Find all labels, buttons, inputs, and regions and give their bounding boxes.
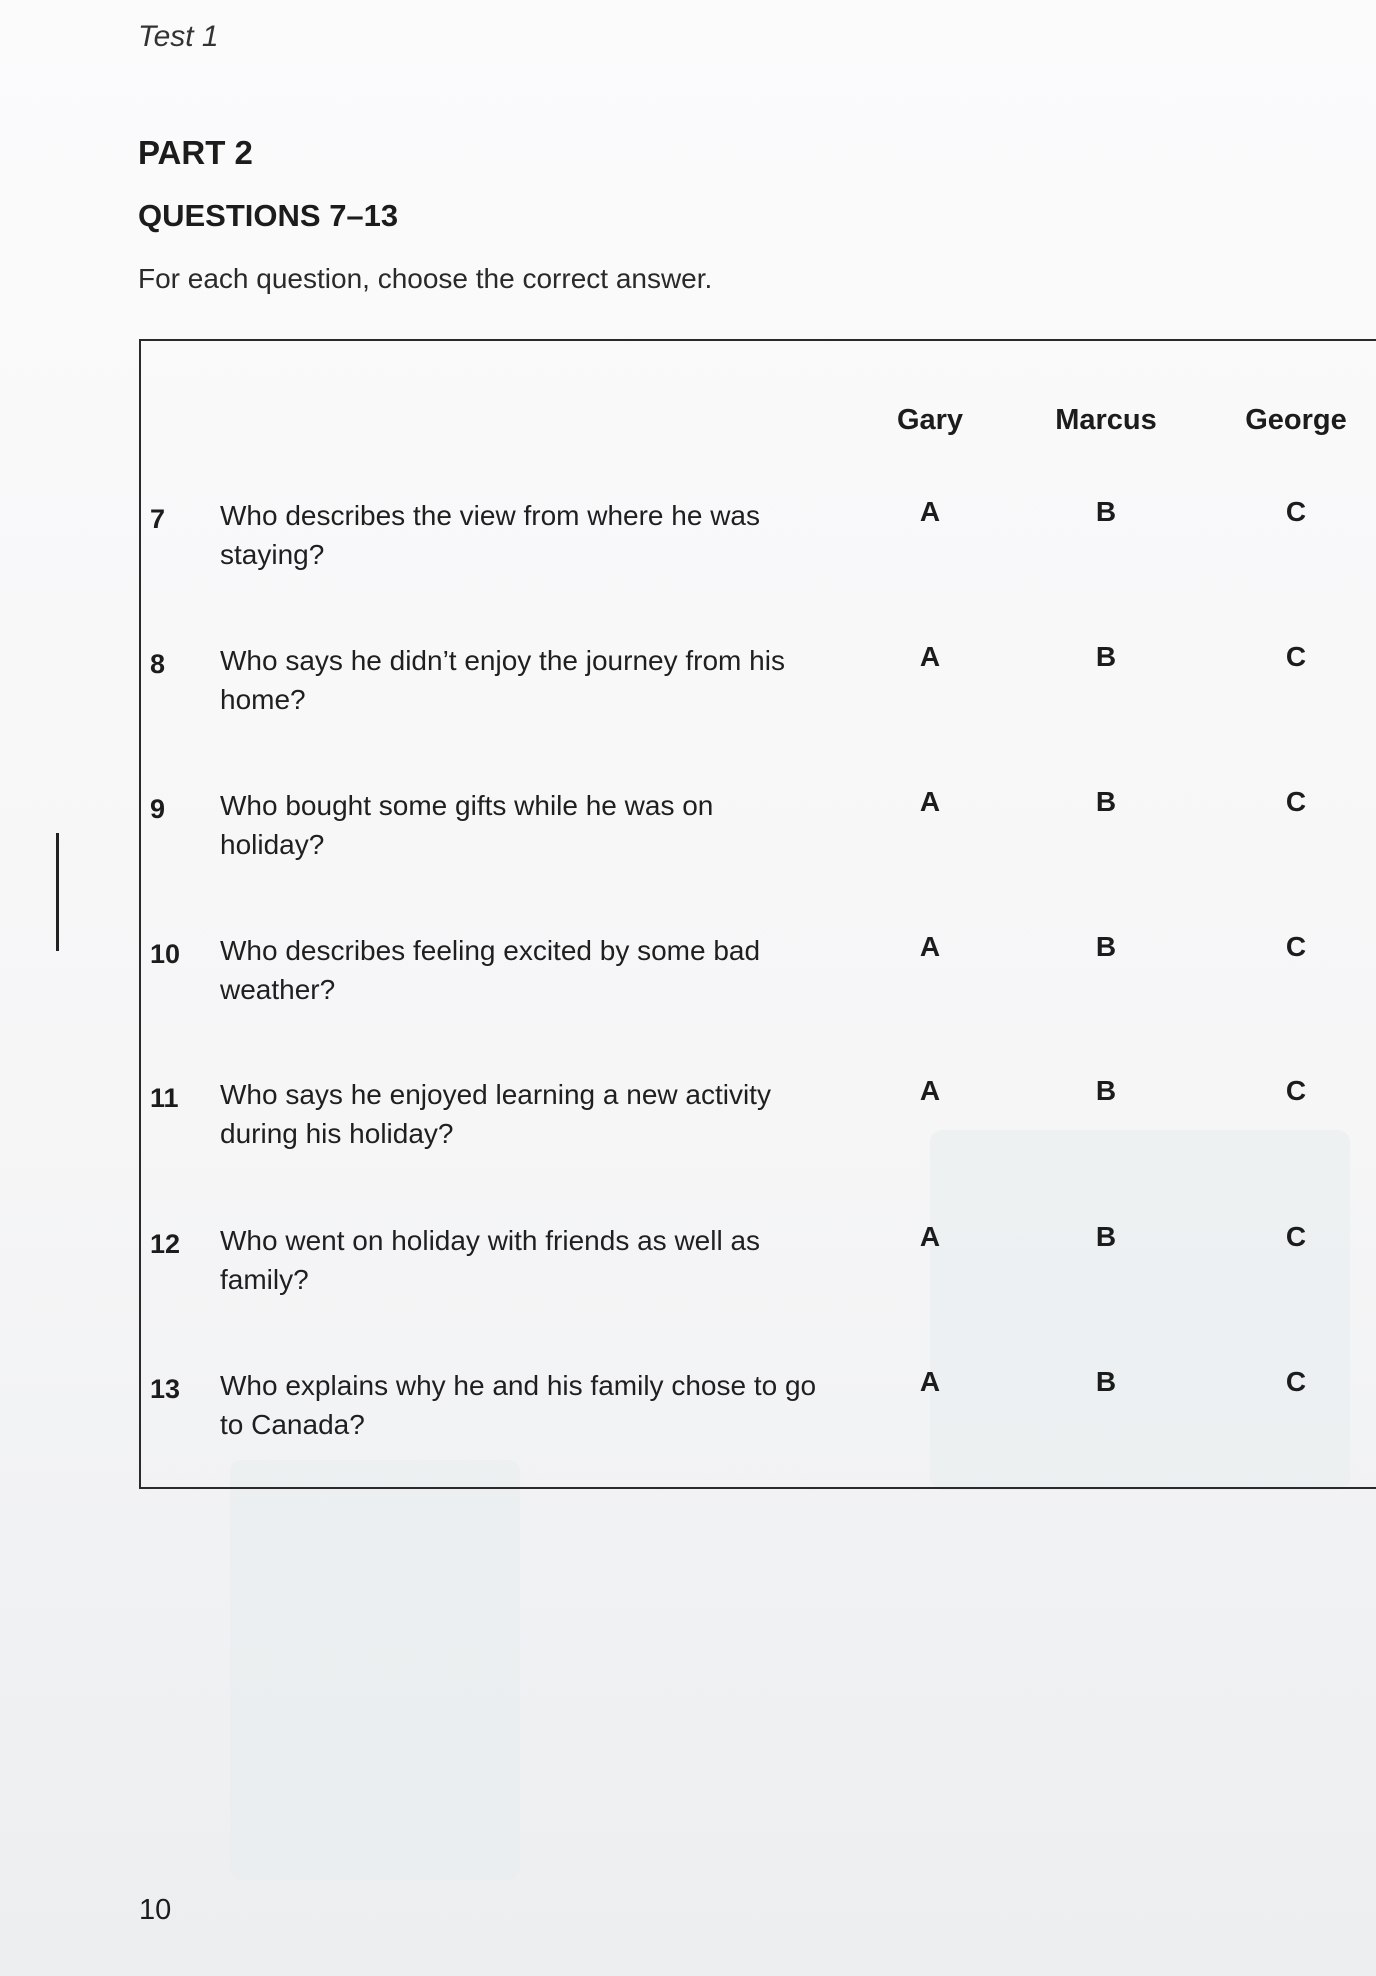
question-row-9 <box>0 786 1376 886</box>
question-row-12 <box>0 1221 1376 1321</box>
question-text: Who says he didn’t enjoy the journey from his home? <box>220 645 785 715</box>
question-text: Who describes the view from where he was staying? <box>220 500 760 570</box>
option-a[interactable]: A <box>919 931 941 962</box>
question-row-11 <box>0 1075 1376 1175</box>
question-row-10 <box>0 931 1376 1031</box>
question-number: 7 <box>150 504 166 534</box>
option-b[interactable]: B <box>1095 496 1117 527</box>
question-number: 11 <box>150 1083 179 1113</box>
option-c[interactable]: C <box>1285 1221 1307 1252</box>
option-c[interactable]: C <box>1285 641 1307 672</box>
option-c[interactable]: C <box>1285 931 1307 962</box>
page-number: 10 <box>139 1894 172 1926</box>
option-c[interactable]: C <box>1285 496 1307 527</box>
question-number: 12 <box>150 1229 181 1259</box>
question-number: 8 <box>150 649 166 679</box>
option-a[interactable]: A <box>919 1221 941 1252</box>
questions-range: QUESTIONS 7–13 <box>138 198 399 233</box>
question-row-8 <box>0 641 1376 741</box>
question-text: Who bought some gifts while he was on holiday? <box>220 790 714 860</box>
question-row-7 <box>0 496 1376 596</box>
instructions: For each question, choose the correct answer. <box>138 263 713 294</box>
show-through-shading <box>230 1460 520 1880</box>
option-b[interactable]: B <box>1095 786 1117 817</box>
question-number: 10 <box>150 939 181 969</box>
column-header-george: George <box>1245 404 1347 436</box>
question-text: Who says he enjoyed learning a new activity during his holiday? <box>220 1079 771 1149</box>
option-a[interactable]: A <box>919 1366 941 1397</box>
question-number: 13 <box>150 1374 181 1404</box>
option-c[interactable]: C <box>1285 1366 1307 1397</box>
option-b[interactable]: B <box>1095 641 1117 672</box>
option-a[interactable]: A <box>919 1075 941 1106</box>
test-label: Test 1 <box>138 20 219 53</box>
part-title: PART 2 <box>138 134 253 171</box>
option-a[interactable]: A <box>919 641 941 672</box>
question-text: Who went on holiday with friends as well as family? <box>220 1225 761 1295</box>
option-b[interactable]: B <box>1095 1075 1117 1106</box>
question-number: 9 <box>150 794 166 824</box>
option-b[interactable]: B <box>1095 1221 1117 1252</box>
question-text: Who describes feeling excited by some bad weather? <box>220 935 761 1005</box>
option-c[interactable]: C <box>1285 1075 1307 1106</box>
option-a[interactable]: A <box>919 496 941 527</box>
question-text: Who explains why he and his family chose to go to Canada? <box>220 1370 817 1440</box>
question-row-13 <box>0 1366 1376 1466</box>
option-a[interactable]: A <box>919 786 941 817</box>
column-header-gary: Gary <box>896 404 964 436</box>
option-c[interactable]: C <box>1285 786 1307 817</box>
option-b[interactable]: B <box>1095 931 1117 962</box>
column-header-marcus: Marcus <box>1055 404 1157 436</box>
option-b[interactable]: B <box>1095 1366 1117 1397</box>
